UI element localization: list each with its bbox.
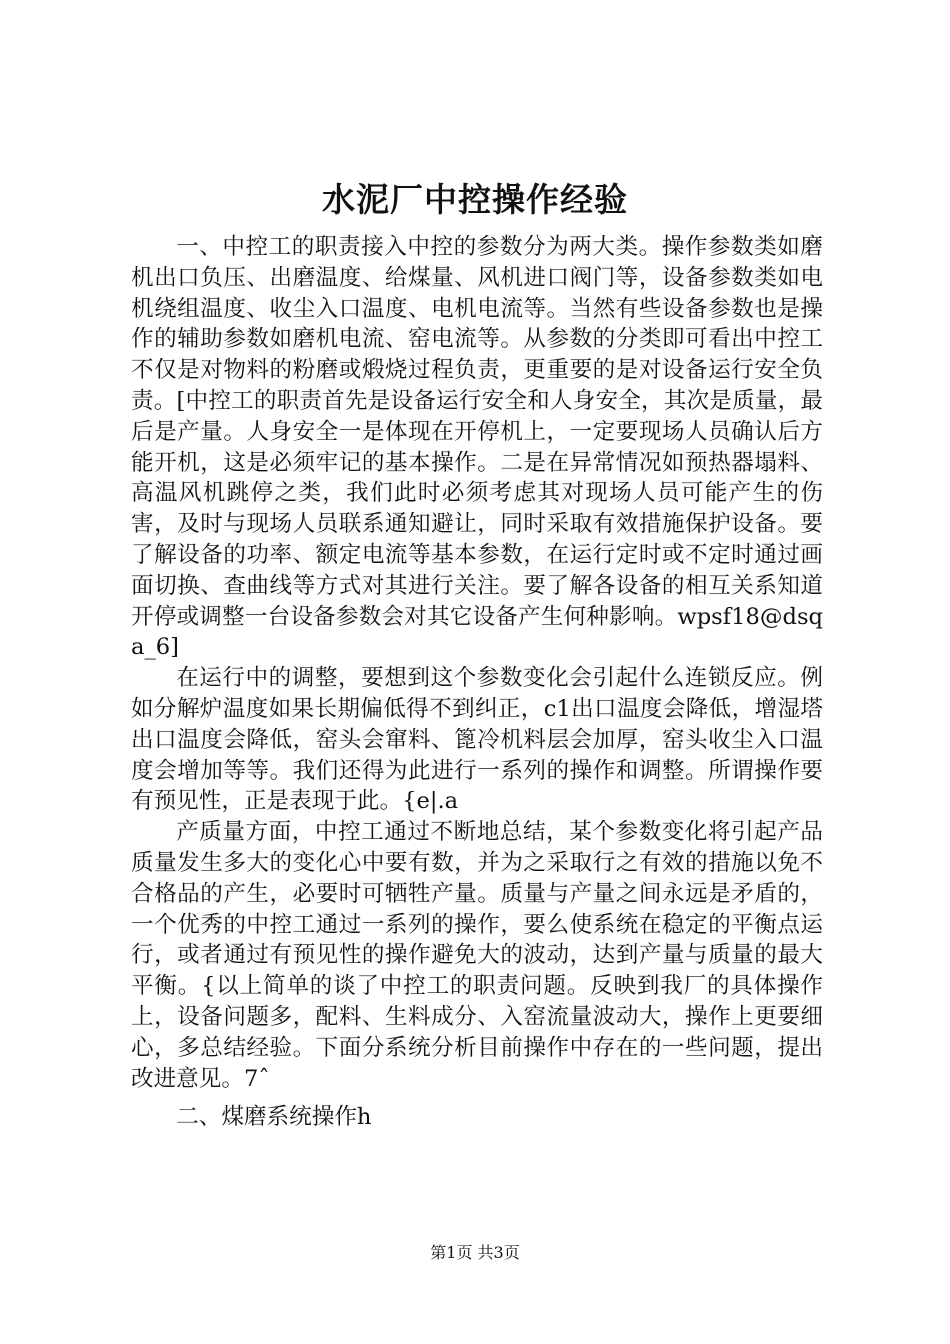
document-title: 水泥厂中控操作经验: [322, 180, 628, 219]
paragraph-quality: 产质量方面，中控工通过不断地总结，某个参数变化将引起产品质量发生多大的变化心中要有数，并为之采取行之有效的措施以免不合格品的产生，必要时可牺牲产量。质量与产量之间永远是矛盾的，一个优秀的中控工通过一系列的操作，要么使系统在稳定的平衡点运行，或者通过有预见性的操作避免大的波动，达到产量与质量的最大平衡。{以上简单的谈了中控工的职责问题。反映到我厂的具体操作上，设备问题多，配料、生料成分、入窑流量波动大，操作上更要细心，多总结经验。下面分系统分析目前操作中存在的一些问题，提出改进意见。7ˆ: [131, 819, 823, 1092]
paragraph-duties: 一、中控工的职责接入中控的参数分为两大类。操作参数类如磨机出口负压、出磨温度、给煤量、风机进口阀门等，设备参数类如电机绕组温度、收尘入口温度、电机电流等。当然有些设备参数也是操作的辅助参数如磨机电流、窑电流等。从参数的分类即可看出中控工不仅是对物料的粉磨或煅烧过程负责，更重要的是对设备运行安全负责。[中控工的职责首先是设备运行安全和人身安全，其次是质量，最后是产量。人身安全一是体现在开停机上，一定要现场人员确认后方能开机，这是必须牢记的基本操作。二是在异常情况如预热器塌料、高温风机跳停之类，我们此时必须考虑其对现场人员可能产生的伤害，及时与现场人员联系通知避让，同时采取有效措施保护设备。要了解设备的功率、额定电流等基本参数，在运行定时或不定时通过画面切换、查曲线等方式对其进行关注。要了解各设备的相互关系知道开停或调整一台设备参数会对其它设备产生何种影响。wpsf18@dsqa_6]: [131, 234, 823, 661]
section-heading-coal-mill: 二、煤磨系统操作h: [176, 1104, 372, 1131]
document-body: [131, 232, 823, 1133]
paragraph-adjustment: 在运行中的调整，要想到这个参数变化会引起什么连锁反应。例如分解炉温度如果长期偏低得不到纠正，c1出口温度会降低，增湿塔出口温度会降低，窑头会窜料、篦冷机料层会加厚，窑头收尘入口温度会增加等等。我们还得为此进行一系列的操作和调整。所谓操作要有预见性，正是表现于此。{e|.a: [131, 665, 823, 815]
page-footer: 第1页 共3页: [430, 1243, 520, 1262]
